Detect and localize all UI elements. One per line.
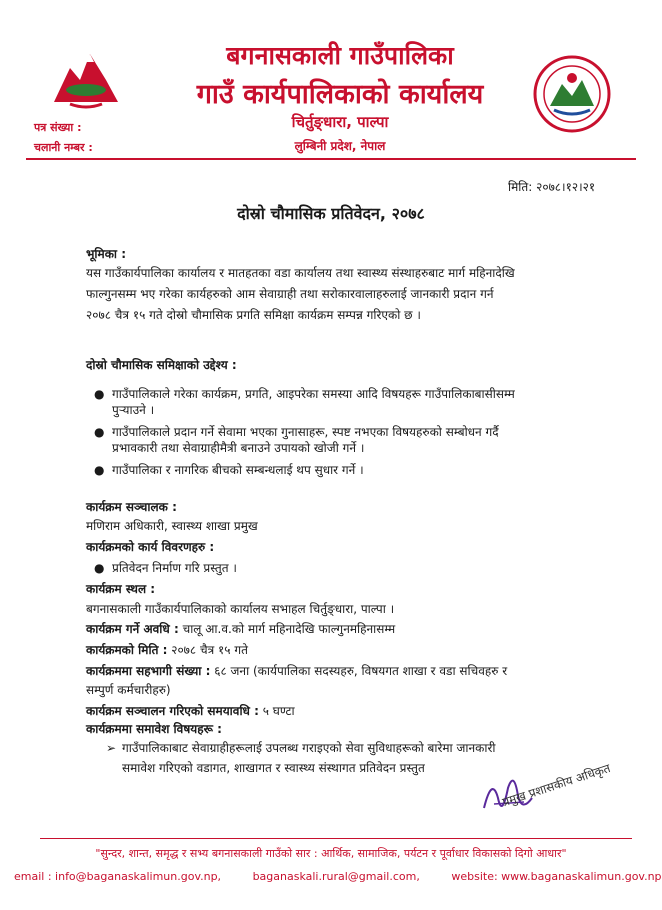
participants-value: ६८ जना (कार्यपालिका सदस्यहरु, विषयगत शाखा र वडा सचिवहरु र <box>210 664 508 678</box>
participants-value-cont: सम्पुर्ण कर्मचारीहरु) <box>86 683 171 697</box>
period-label: कार्यक्रम गर्ने अवधि : <box>86 622 179 636</box>
venue-heading: कार्यक्रम स्थल : <box>86 582 156 596</box>
footer-email-2[interactable]: baganaskali.rural@gmail.com, <box>252 870 420 883</box>
work-heading: कार्यक्रमको कार्य विवरणहरु : <box>86 540 215 554</box>
objective-item <box>94 424 612 456</box>
municipality-seal-logo <box>532 54 612 134</box>
objective-text-line1: गाउँपालिका र नागरिक बीचको सम्बन्धलाई थप सुधार गर्ने । <box>112 463 364 477</box>
bullet-icon: ● <box>94 561 105 575</box>
topics-heading: कार्यक्रममा समावेश विषयहरू : <box>86 722 222 736</box>
document-title: दोस्रो चौमासिक प्रतिवेदन, २०७८ <box>237 204 425 223</box>
office-address: चिर्तुङ्धारा, पाल्पा <box>291 113 389 131</box>
participants-row <box>86 662 507 679</box>
footer-contact <box>0 870 662 883</box>
topic-line-1: गाउँपालिकाबाट सेवाग्राहीहरूलाई उपलब्ध गराइएको सेवा सुविधाहरूको बारेमा जानकारी <box>122 741 496 755</box>
footer-website[interactable]: website: www.baganaskalimun.gov.np <box>451 870 662 883</box>
coordinator-value: मणिराम अधिकारी, स्वास्थ्य शाखा प्रमुख <box>86 519 258 533</box>
bullet-icon: ● <box>94 463 105 477</box>
objective-text-line1: गाउँपालिकाले गरेका कार्यक्रम, प्रगति, आइपरेका समस्या आदि विषयहरू गाउँपालिकाबासीसम्म <box>112 387 515 401</box>
duration-row <box>86 702 295 719</box>
office-province: लुम्बिनी प्रदेश, नेपाल <box>294 139 386 153</box>
footer-slogan: "सुन्दर, शान्त, समृद्ध र सभ्य बगनासकाली गाउँको सार : आर्थिक, सामाजिक, पर्यटन र पूर्वाधार विकासको दिगो आधार" <box>95 847 567 860</box>
arrow-bullet-icon: ➢ <box>106 741 117 755</box>
bullet-icon: ● <box>94 387 105 401</box>
objectives-heading: दोस्रो चौमासिक समिक्षाको उद्देश्य : <box>86 358 237 372</box>
work-item-text: प्रतिवेदन निर्माण गरि प्रस्तुत । <box>112 561 237 575</box>
objective-item <box>94 462 612 478</box>
letterhead-divider <box>26 158 636 160</box>
period-row <box>86 620 395 637</box>
objective-text-line2: पुऱ्याउने । <box>112 403 155 417</box>
program-date-label: कार्यक्रमको मिति : <box>86 643 168 657</box>
objective-item <box>94 386 612 418</box>
participants-label: कार्यक्रममा सहभागी संख्या : <box>86 664 211 678</box>
municipality-name: बगनासकाली गाउँपालिका <box>226 41 454 70</box>
footer-email-1[interactable]: email : info@baganaskalimun.gov.np, <box>14 870 222 883</box>
intro-line-1: यस गाउँकार्यपालिका कार्यालय र मातहतका वडा कार्यालय तथा स्वास्थ्य संस्थाहरुबाट मार्ग महिनादेखि <box>86 266 515 280</box>
date-row <box>86 641 248 658</box>
objective-text-line2: प्रभावकारी तथा सेवाग्राहीमैत्री बनाउने उपायको खोजी गर्ने । <box>112 441 365 455</box>
venue-value: बगनासकाली गाउँकार्यपालिकाको कार्यालय सभाहल चिर्तुङ्धारा, पाल्पा । <box>86 602 395 616</box>
bullet-icon: ● <box>94 425 105 439</box>
duration-label: कार्यक्रम सञ्चालन गरिएको समयावधि : <box>86 704 259 718</box>
intro-line-3: २०७८ चैत्र १५ गते दोस्रो चौमासिक प्रगति समिक्षा कार्यक्रम सम्पन्न गरिएको छ । <box>86 308 421 322</box>
signatory-title: प्रमुख प्रशासकीय अधिकृत <box>500 761 613 810</box>
coordinator-heading: कार्यक्रम सञ्चालक : <box>86 500 177 514</box>
topic-line-2: समावेश गरिएको वडागत, शाखागत र स्वास्थ्य संस्थागत प्रतिवेदन प्रस्तुत <box>122 761 425 775</box>
work-item <box>94 560 612 576</box>
duration-value: ५ घण्टा <box>258 704 295 718</box>
document-date: मिति: २०७८।१२।२१ <box>508 180 596 194</box>
period-value: चालू आ.व.को मार्ग महिनादेखि फाल्गुनमहिनासम्म <box>178 622 396 636</box>
nepal-emblem-logo <box>50 40 122 110</box>
intro-line-2: फाल्गुनसम्म भए गरेका कार्यहरुको आम सेवाग्राही तथा सरोकारवालाहरुलाई जानकारी प्रदान गर्न <box>86 287 494 301</box>
objective-text-line1: गाउँपालिकाले प्रदान गर्ने सेवामा भएका गुनासाहरू, स्पष्ट नभएका विषयहरुको सम्बोधन गर्दै <box>112 425 499 439</box>
footer-divider <box>40 838 632 839</box>
letter-number-label: पत्र संख्या : <box>34 121 82 134</box>
intro-heading: भूमिका : <box>86 247 127 261</box>
program-date-value: २०७८ चैत्र १५ गते <box>167 643 248 657</box>
dispatch-number-label: चलानी नम्बर : <box>34 141 93 154</box>
topic-item <box>106 738 622 778</box>
office-name: गाउँ कार्यपालिकाको कार्यालय <box>196 79 484 110</box>
